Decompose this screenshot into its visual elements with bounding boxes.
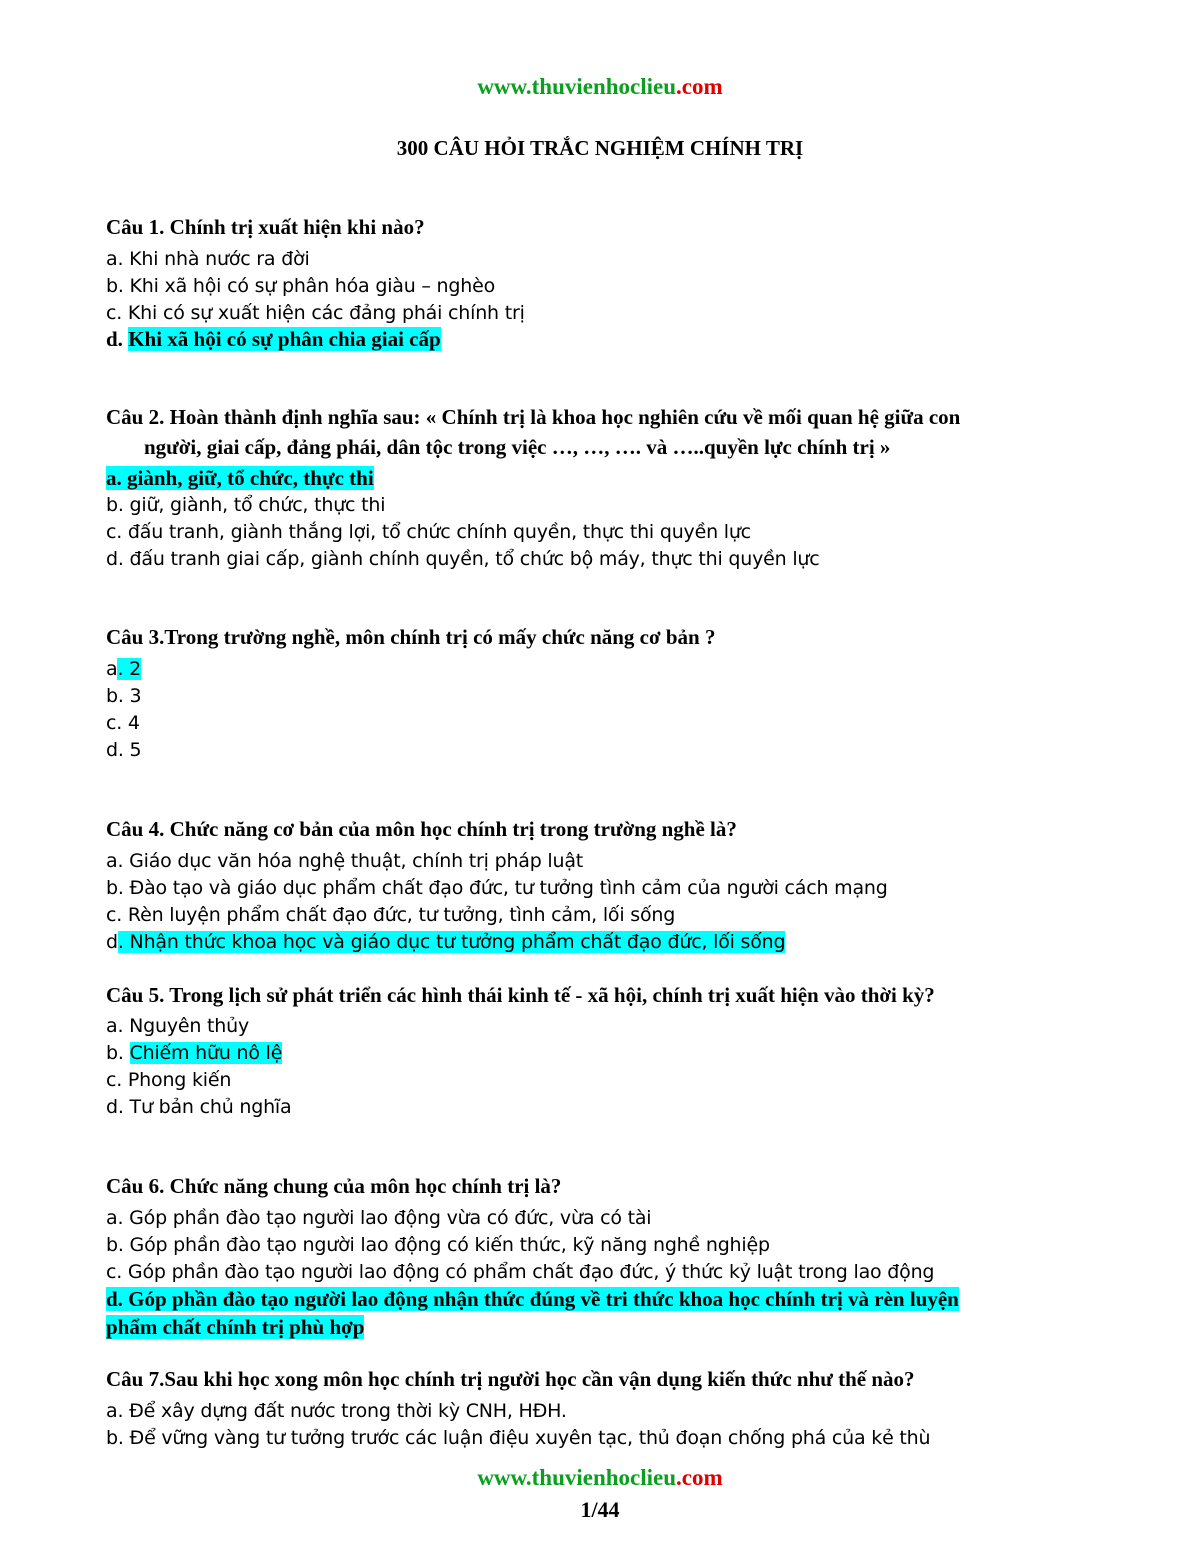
q3-option-c: c. 4: [106, 712, 140, 734]
q5-answer-highlight: Chiếm hữu nô lệ: [129, 1042, 283, 1064]
q4-option-a: a. Giáo dục văn hóa nghệ thuật, chính trị pháp luật: [106, 850, 584, 872]
q5-option-c: c. Phong kiến: [106, 1069, 232, 1091]
q2-line2: người, giai cấp, đảng phái, dân tộc trong việc …, …, …. và …..quyền lực chính trị »: [144, 435, 891, 459]
q6-option-c: c. Góp phần đào tạo người lao động có phẩm chất đạo đức, ý thức kỷ luật trong lao động: [106, 1261, 935, 1283]
q2-option-c: c. đấu tranh, giành thắng lợi, tổ chức chính quyền, thực thi quyền lực: [106, 521, 751, 543]
q6-option-a: a. Góp phần đào tạo người lao động vừa có đức, vừa có tài: [106, 1207, 652, 1229]
question-6: Câu 6. Chức năng chung của môn học chính trị là?: [106, 1174, 562, 1198]
footer-site-link[interactable]: [0, 1465, 1200, 1491]
q5-answer-prefix: b.: [106, 1042, 130, 1064]
q4-option-b: b. Đào tạo và giáo dục phẩm chất đạo đức, tư tưởng tình cảm của người cách mạng: [106, 877, 888, 899]
footer-site-tld: .com: [676, 1465, 723, 1490]
q4-answer-prefix: d: [106, 931, 118, 953]
question-2: [106, 402, 1096, 462]
q3-option-b: b. 3: [106, 685, 142, 707]
q6-option-b: b. Góp phần đào tạo người lao động có kiến thức, kỹ năng nghề nghiệp: [106, 1234, 770, 1256]
q3-answer-prefix: a: [106, 658, 118, 680]
page-title: 300 CÂU HỎI TRẮC NGHIỆM CHÍNH TRỊ: [396, 136, 804, 160]
question-3: Câu 3.Trong trường nghề, môn chính trị có mấy chức năng cơ bản ?: [106, 625, 716, 649]
header-site-link[interactable]: [0, 74, 1200, 100]
q2-answer-highlight: a. giành, giữ, tổ chức, thực thi: [106, 466, 374, 490]
q3-answer-highlight: . 2: [117, 658, 142, 680]
q1-option-b: b. Khi xã hội có sự phân hóa giàu – nghèo: [106, 275, 496, 297]
q4-answer-highlight: . Nhận thức khoa học và giáo dục tư tưởng phẩm chất đạo đức, lối sống: [117, 931, 786, 953]
q1-answer-highlight: Khi xã hội có sự phân chia giai cấp: [128, 327, 441, 351]
q1-answer-prefix: d.: [106, 327, 129, 351]
q2-option-b: b. giữ, giành, tổ chức, thực thi: [106, 494, 386, 516]
q2-option-d: d. đấu tranh giai cấp, giành chính quyền, tổ chức bộ máy, thực thi quyền lực: [106, 548, 820, 570]
footer-site-www: www.thuvienhoclieu: [477, 1465, 677, 1490]
q2-answer: [106, 465, 1086, 492]
header-site-tld: .com: [676, 74, 723, 99]
q7-option-a: a. Để xây dựng đất nước trong thời kỳ CNH, HĐH.: [106, 1400, 567, 1422]
q4-answer: [106, 929, 1086, 956]
page-number: 1/44: [580, 1497, 620, 1522]
q1-option-a: a. Khi nhà nước ra đời: [106, 248, 310, 270]
q6-answer-line1: d. Góp phần đào tạo người lao động nhận thức đúng về tri thức khoa học chính trị và rèn luyện: [106, 1287, 959, 1311]
q6-answer-line2: phẩm chất chính trị phù hợp: [106, 1315, 365, 1339]
q6-answer: [106, 1285, 1086, 1341]
q3-option-d: d. 5: [106, 739, 142, 761]
header-site-www: www.thuvienhoclieu: [477, 74, 677, 99]
q7-option-b: b. Để vững vàng tư tưởng trước các luận điệu xuyên tạc, thủ đoạn chống phá của kẻ thù: [106, 1427, 931, 1449]
q4-option-c: c. Rèn luyện phẩm chất đạo đức, tư tưởng, tình cảm, lối sống: [106, 904, 676, 926]
q5-option-a: a. Nguyên thủy: [106, 1015, 250, 1037]
q2-line1: Câu 2. Hoàn thành định nghĩa sau: « Chính trị là khoa học nghiên cứu về mối quan hệ giữa con: [106, 405, 961, 429]
question-4: Câu 4. Chức năng cơ bản của môn học chính trị trong trường nghề là?: [106, 817, 737, 841]
q1-answer: [106, 326, 1086, 353]
q1-option-c: c. Khi có sự xuất hiện các đảng phái chính trị: [106, 302, 525, 324]
question-5: Câu 5. Trong lịch sử phát triển các hình thái kinh tế - xã hội, chính trị xuất hiện vào thời kỳ?: [106, 983, 935, 1007]
q5-option-d: d. Tư bản chủ nghĩa: [106, 1096, 292, 1118]
question-7: Câu 7.Sau khi học xong môn học chính trị người học cần vận dụng kiến thức như thế nào?: [106, 1367, 915, 1391]
question-1: Câu 1. Chính trị xuất hiện khi nào?: [106, 215, 425, 239]
q3-answer: [106, 656, 1086, 683]
q5-answer: [106, 1040, 1086, 1067]
